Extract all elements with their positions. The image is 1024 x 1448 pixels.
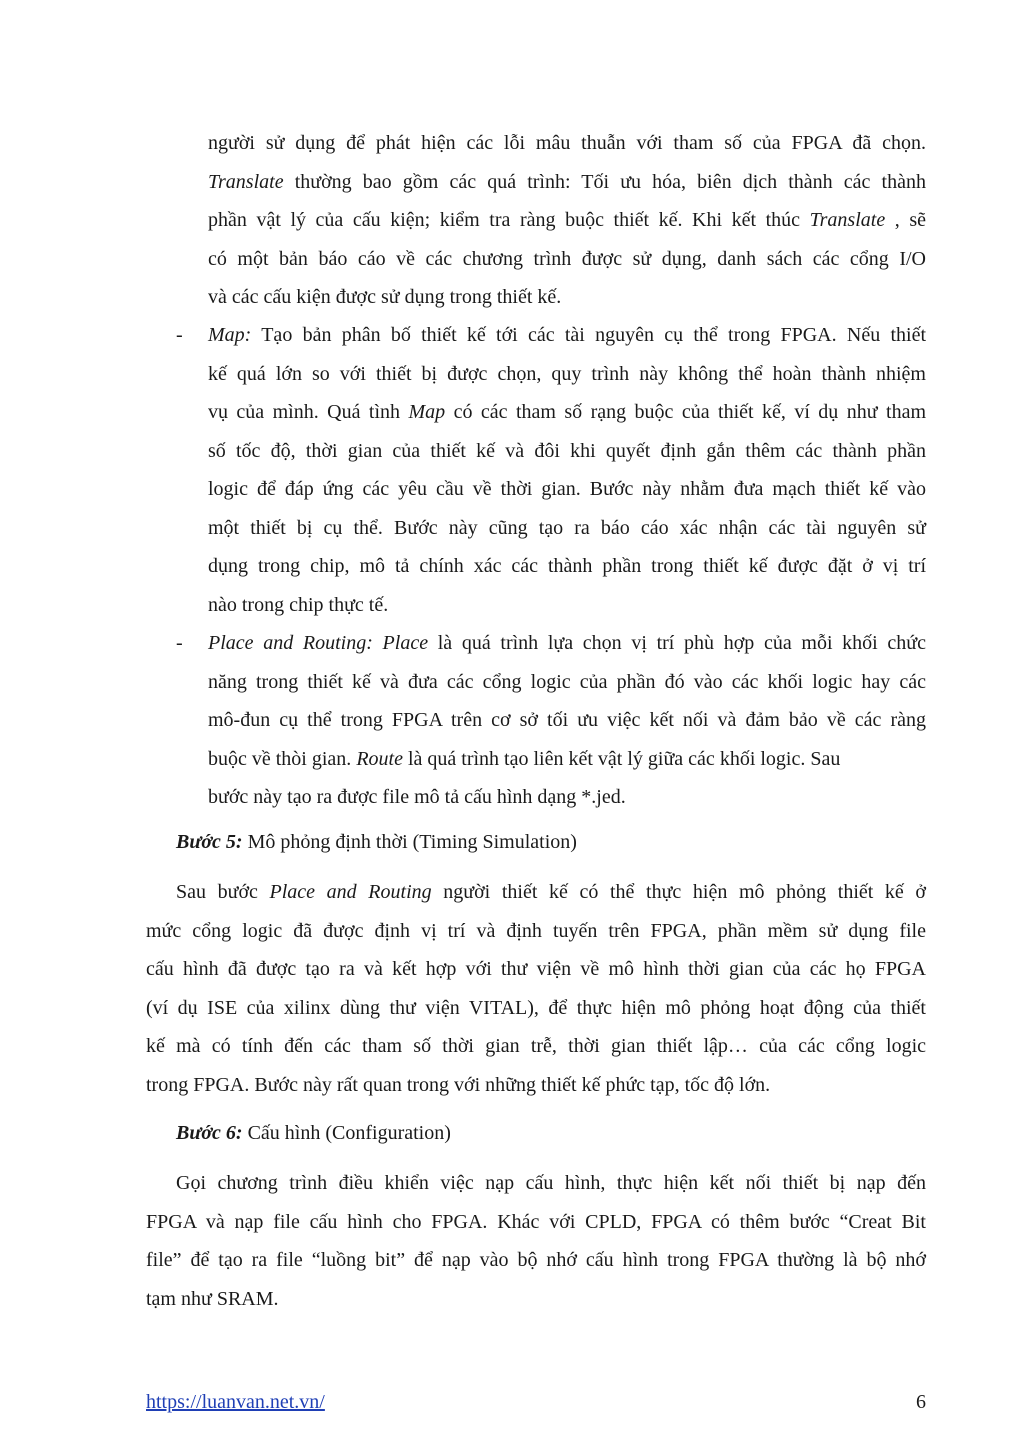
text-line: tạm như SRAM. [146, 1287, 279, 1310]
text-line: nào trong chip thực tế. [208, 593, 389, 616]
text-line: logic để đáp ứng các yêu cầu về thời gian. Bước này nhằm đưa mạch thiết kế vào [208, 478, 926, 500]
text-line: năng trong thiết kế và đưa các cổng logic của phần đó vào các khối logic hay các [208, 670, 926, 693]
text-line: Map: Tạo bản phân bố thiết kế tới các tài nguyên cụ thể trong FPGA. Nếu thiết [208, 324, 926, 346]
term-place-routing: Place and Routing [269, 881, 432, 903]
footer-link[interactable]: https://luanvan.net.vn/ [146, 1391, 325, 1413]
term-place-routing: Place and Routing: Place [208, 632, 429, 654]
text-line: cấu hình đã được tạo ra và kết hợp với thư viện về mô hình thời gian của các họ FPGA [146, 958, 926, 980]
text-line: một thiết bị cụ thể. Bước này cũng tạo ra báo cáo xác nhận các tài nguyên sử [208, 516, 926, 539]
text-line: Sau bước Place and Routing người thiết kế có thể thực hiện mô phỏng thiết kế ở [176, 881, 926, 903]
text-line: Place and Routing: Place là quá trình lựa chọn vị trí phù hợp của mỗi khối chức [208, 632, 926, 654]
text-line: dụng trong chip, mô tả chính xác các thành phần trong thiết kế được đặt ở vị trí [208, 555, 926, 577]
text-line: file” để tạo ra file “luồng bit” để nạp vào bộ nhớ cấu hình trong FPGA thường là bộ nhớ [146, 1249, 926, 1271]
text-line: trong FPGA. Bước này rất quan trong với những thiết kế phức tạp, tốc độ lớn. [146, 1073, 771, 1096]
step-5-paragraph [146, 873, 926, 1104]
term-route: Route [356, 747, 403, 770]
place-routing-item [208, 624, 926, 817]
term-translate: Translate [809, 209, 886, 231]
text-line: Translate thường bao gồm các quá trình: Tối ưu hóa, biên dịch thành các thành [208, 170, 926, 193]
step-6-title: Cấu hình (Configuration) [242, 1122, 451, 1144]
term-map: Map [408, 401, 446, 423]
term-translate: Translate [208, 170, 284, 193]
text-line: số tốc độ, thời gian của thiết kế và đôi khi quyết định gắn thêm các thành phần [208, 439, 926, 462]
bullet-dash: - [176, 324, 183, 346]
text-line: (ví dụ ISE của xilinx dùng thư viện VITAL), để thực hiện mô phỏng hoạt động của thiết [146, 996, 926, 1019]
text-line: người sử dụng để phát hiện các lỗi mâu thuẫn với tham số của FPGA đã chọn. [208, 132, 926, 154]
text-line: vụ của mình. Quá tình Map có các tham số rạng buộc của thiết kế, ví dụ như tham [208, 401, 926, 423]
bullet-dash: - [176, 632, 183, 654]
step-6-heading [176, 1114, 451, 1153]
term-map: Map: [208, 324, 252, 346]
text-line: bước này tạo ra được file mô tả cấu hình dạng *.jed. [208, 786, 626, 808]
translate-paragraph [208, 124, 926, 317]
text-line: FPGA và nạp file cấu hình cho FPGA. Khác với CPLD, FPGA có thêm bước “Creat Bit [146, 1210, 926, 1233]
step-6-label: Bước 6: [176, 1122, 243, 1144]
step-6-paragraph [146, 1164, 926, 1318]
map-item [208, 316, 926, 624]
text-line: kế mà có tính đến các tham số thời gian trễ, thời gian thiết lập… của các cổng logic [146, 1035, 926, 1057]
text-line: kế quá lớn so với thiết bị được chọn, quy trình này không thể hoàn thành nhiệm [208, 362, 926, 385]
page-number: 6 [916, 1391, 926, 1413]
text-line: Gọi chương trình điều khiển việc nạp cấu hình, thực hiện kết nối thiết bị nạp đến [176, 1172, 926, 1194]
text-line: phần vật lý của cấu kiện; kiểm tra ràng buộc thiết kế. Khi kết thúc Translate , sẽ [208, 209, 926, 231]
text-line: mô-đun cụ thể trong FPGA trên cơ sở tối ưu việc kết nối và đảm bảo về các ràng [208, 709, 926, 731]
text-line: và các cấu kiện được sử dụng trong thiết kế. [208, 286, 562, 308]
text-line: mức cổng logic đã được định vị trí và định tuyến trên FPGA, phần mềm sử dụng file [146, 919, 926, 942]
text-line: có một bản báo cáo về các chương trình được sử dụng, danh sách các cổng I/O [208, 247, 926, 270]
step-5-heading [176, 823, 577, 862]
text-line: buộc về thòi gian. Route là quá trình tạo liên kết vật lý giữa các khối logic. Sau [208, 747, 841, 770]
step-5-label: Bước 5: [176, 831, 243, 853]
step-5-title: Mô phỏng định thời (Timing Simulation) [242, 831, 577, 853]
